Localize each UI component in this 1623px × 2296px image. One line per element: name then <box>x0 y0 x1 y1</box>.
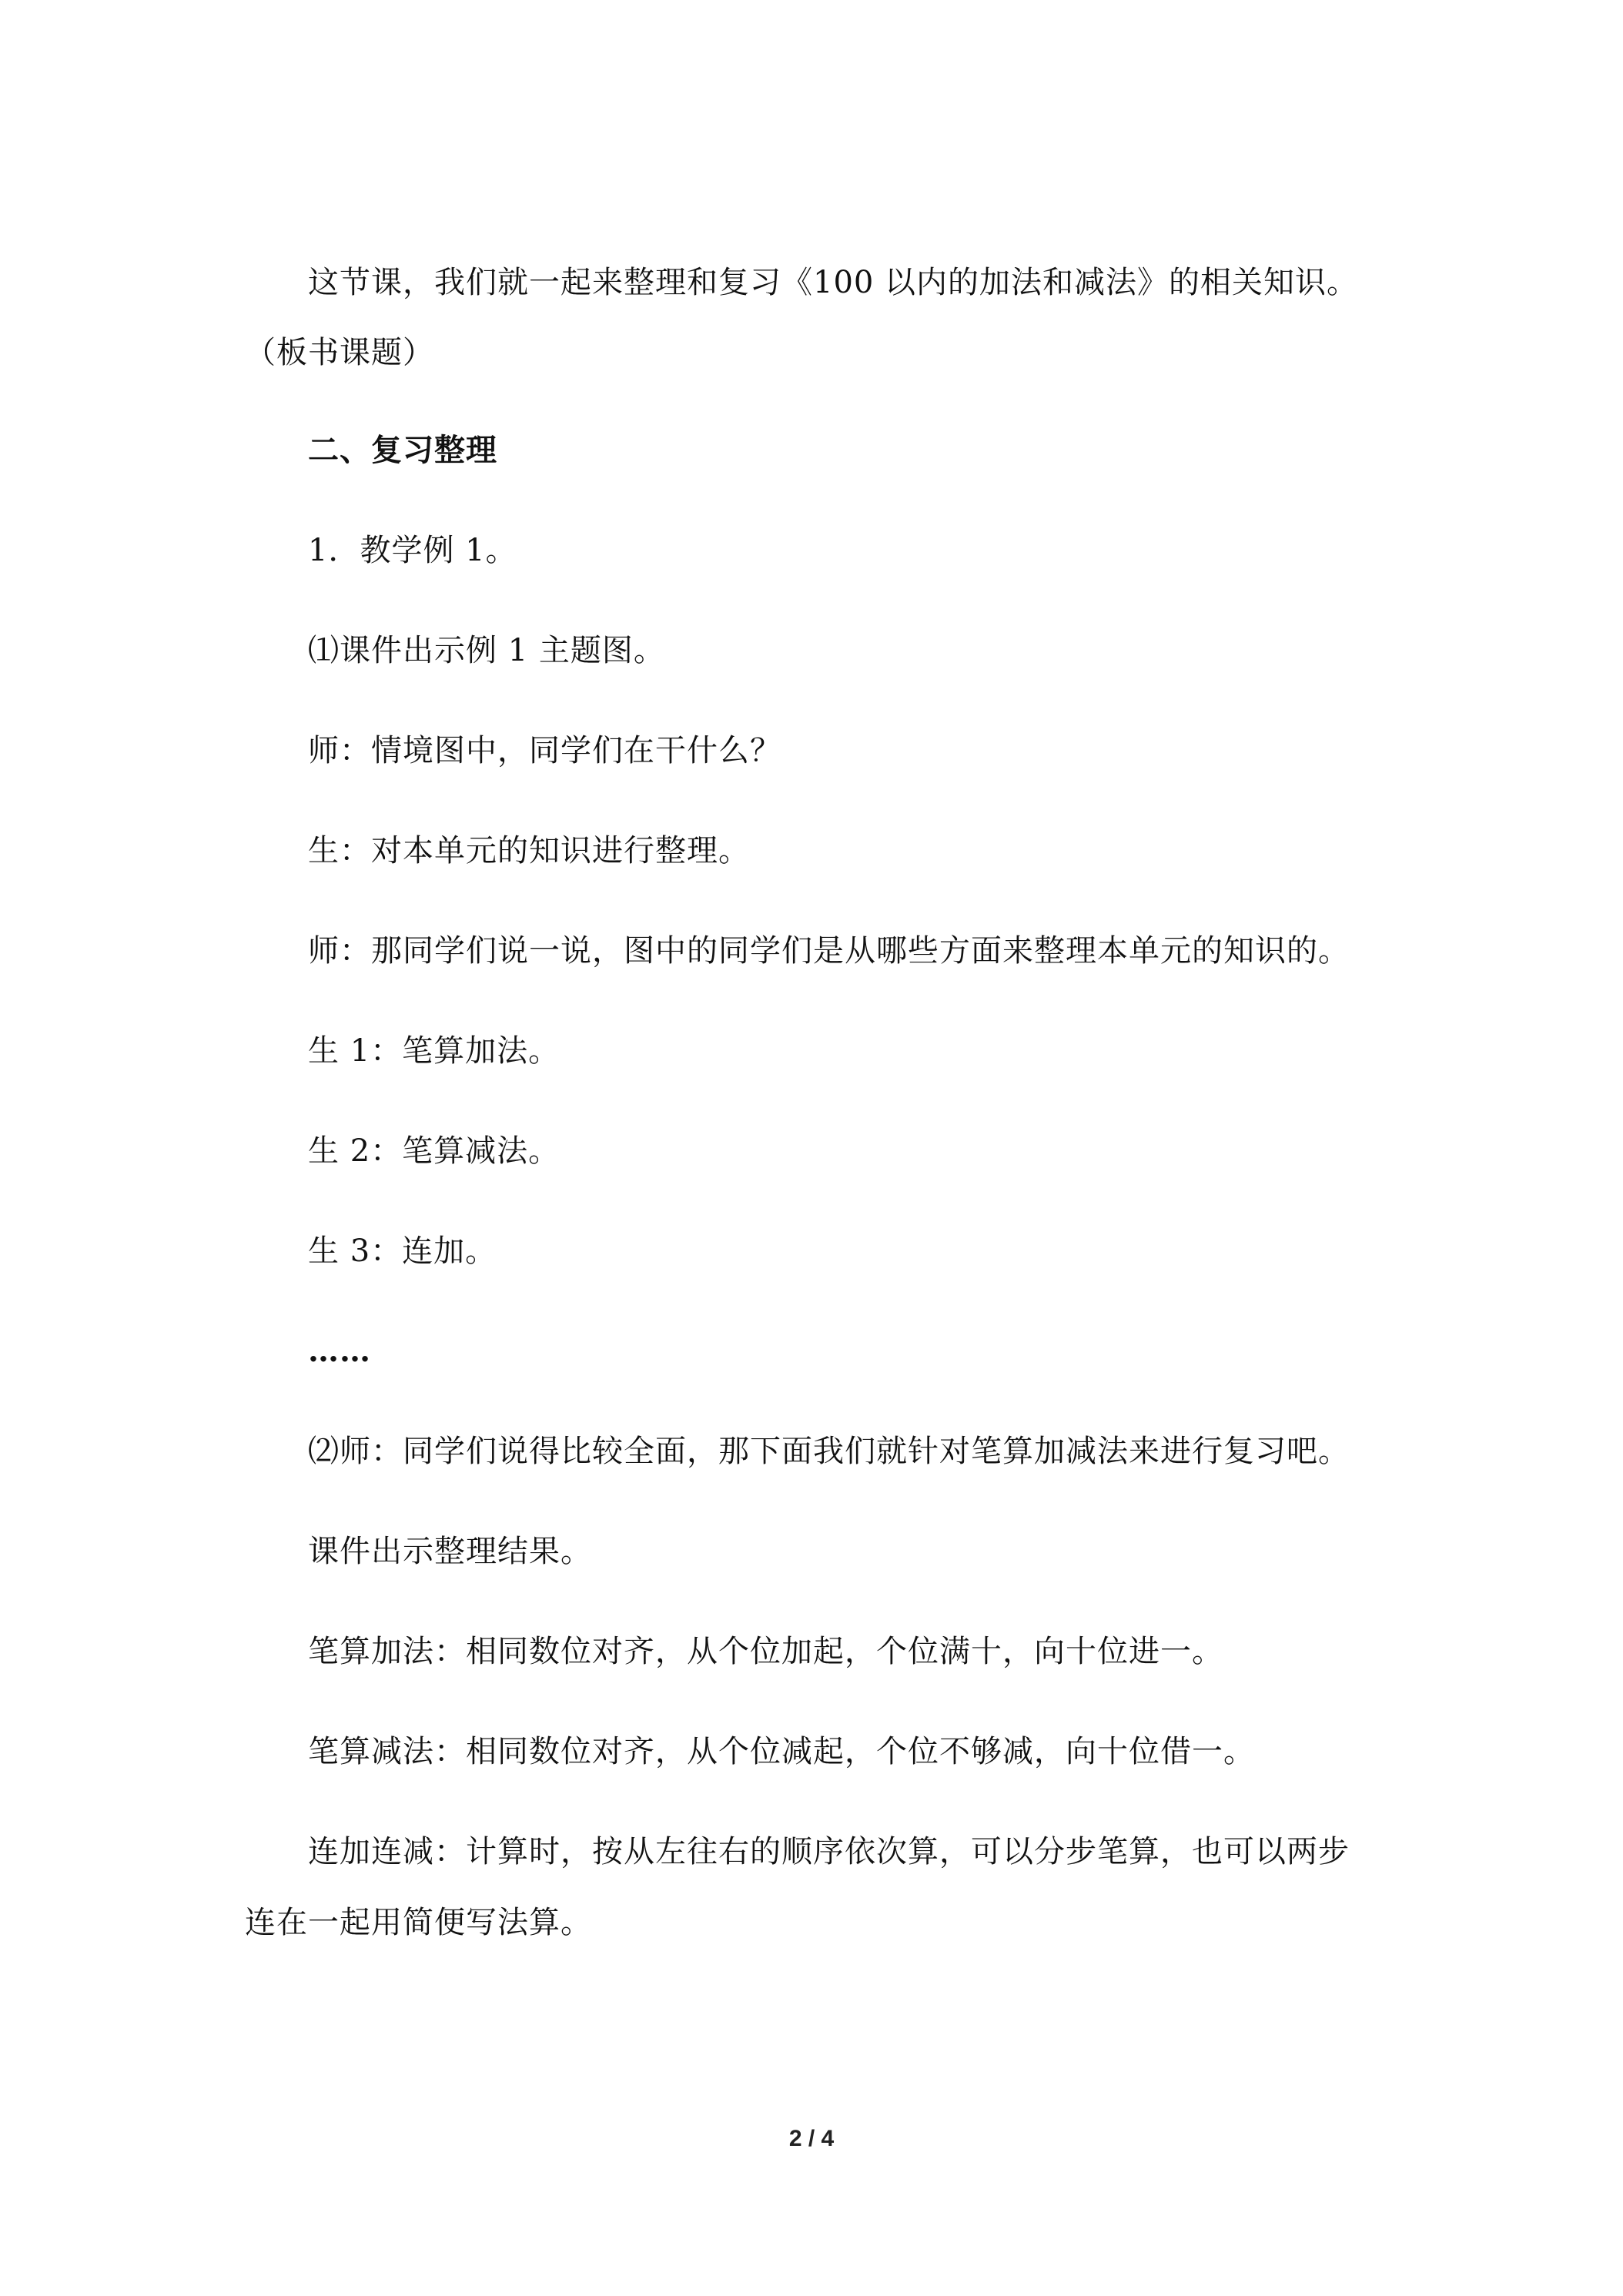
courseware-result: 课件出示整理结果。 <box>308 1534 592 1569</box>
student-3-answer: 生 3：连加。 <box>308 1233 497 1269</box>
teacher-question-2: 师：那同学们说一说，图中的同学们是从哪些方面来整理本单元的知识的。 <box>308 933 1350 969</box>
rule-chain-line-2: 连在一起用简便写法算。 <box>245 1905 592 1940</box>
item-heading: 1．教学例 1。 <box>308 533 517 568</box>
rule-chain-line-1: 连加连减：计算时，按从左往右的顺序依次算，可以分步笔算，也可以两步 <box>308 1834 1350 1869</box>
sub-item-1: ⑴课件出示例 1 主题图。 <box>308 633 665 668</box>
page-number: 2 / 4 <box>788 2126 835 2151</box>
student-2-answer: 生 2：笔算减法。 <box>308 1133 561 1169</box>
student-answer-1: 生：对本单元的知识进行整理。 <box>308 833 750 869</box>
intro-paragraph-line-1: 这节课，我们就一起来整理和复习《100 以内的加法和减法》的相关知识。 <box>308 265 1359 300</box>
student-1-answer: 生 1：笔算加法。 <box>308 1033 561 1069</box>
teacher-question-1: 师：情境图中，同学们在干什么？ <box>308 733 781 768</box>
sub-item-2: ⑵师：同学们说得比较全面，那下面我们就针对笔算加减法来进行复习吧。 <box>308 1434 1350 1469</box>
section-heading: 二、复习整理 <box>308 432 497 468</box>
rule-addition: 笔算加法：相同数位对齐，从个位加起，个位满十，向十位进一。 <box>308 1634 1223 1669</box>
intro-paragraph-line-2: （板书课题） <box>245 335 434 370</box>
ellipsis: …… <box>308 1333 371 1369</box>
rule-subtraction: 笔算减法：相同数位对齐，从个位减起，个位不够减，向十位借一。 <box>308 1734 1255 1769</box>
